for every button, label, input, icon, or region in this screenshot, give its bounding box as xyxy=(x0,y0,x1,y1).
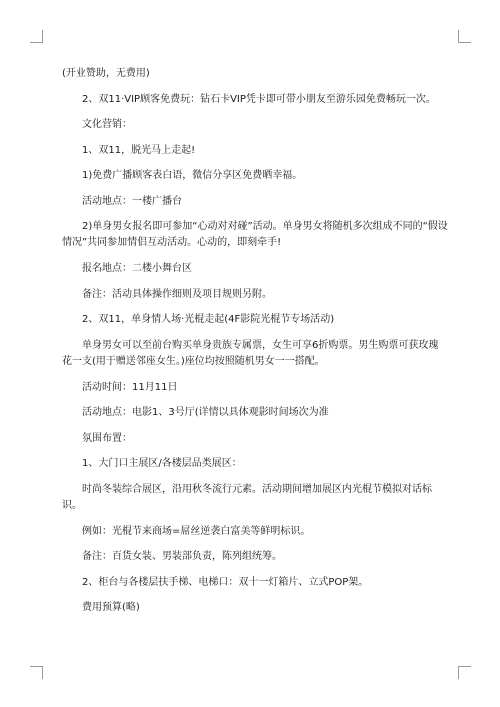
paragraph: 2)单身男女报名即可参加“心动对对碰”活动。单身男女将随机多次组成不同的“假设情况”共同参加情侣互动活动。心动的，即刻牵手! xyxy=(62,221,448,248)
paragraph: 活动时间：11月11日 xyxy=(82,381,178,393)
paragraph: 备注：活动具体操作细则及项目规则另附。 xyxy=(82,288,272,300)
paragraph: 备注：百货女装、男装部负责，陈列组统筹。 xyxy=(82,551,282,562)
crop-mark-top-left xyxy=(30,30,43,43)
paragraph: 2、双11·VIP顾客免费玩：钻石卡VIP凭卡即可带小朋友至游乐园免费畅玩一次。 xyxy=(82,93,436,105)
paragraph: 氛围布置： xyxy=(82,432,132,444)
crop-mark-top-right xyxy=(458,30,471,43)
paragraph: 2、双11，单身情人场·光棍走起(4F影院光棍节专场活动) xyxy=(82,314,335,325)
crop-mark-bottom-right xyxy=(458,666,471,679)
paragraph: 2、柜台与各楼层扶手梯、电梯口：双十一灯箱片、立式POP架。 xyxy=(82,576,369,588)
paragraph: 活动地点：一楼广播台 xyxy=(82,195,182,207)
paragraph: 时尚冬装综合展区，沿用秋冬流行元素。活动期间增加展区内光棍节模拟对话标识。 xyxy=(62,483,432,511)
paragraph: 文化营销： xyxy=(82,119,132,130)
crop-mark-bottom-left xyxy=(30,666,43,679)
document-body xyxy=(62,66,448,626)
paragraph: 1)免费广播顾客表白语，微信分享区免费晒幸福。 xyxy=(82,170,303,181)
paragraph: 单身男女可以至前台购买单身贵族专属票，女生可享6折购票。男生购票可获玫瑰花一支(用于赠送邻座女生。)座位均按照随机男女一一搭配。 xyxy=(62,339,439,367)
paragraph: 报名地点：二楼小舞台区 xyxy=(82,263,192,274)
paragraph: 1、双11，脱光马上走起! xyxy=(82,144,196,156)
paragraph: 活动地点：电影1、3号厅(详情以具体观影时间场次为准 xyxy=(82,407,329,418)
paragraph: 费用预算(略) xyxy=(82,602,140,613)
paragraph: (开业赞助，无费用) xyxy=(62,68,150,79)
paragraph: 1、大门口主展区/各楼层品类展区： xyxy=(82,458,242,469)
paragraph: 例如：光棍节来商场=屌丝逆袭白富美等鲜明标识。 xyxy=(82,525,311,537)
